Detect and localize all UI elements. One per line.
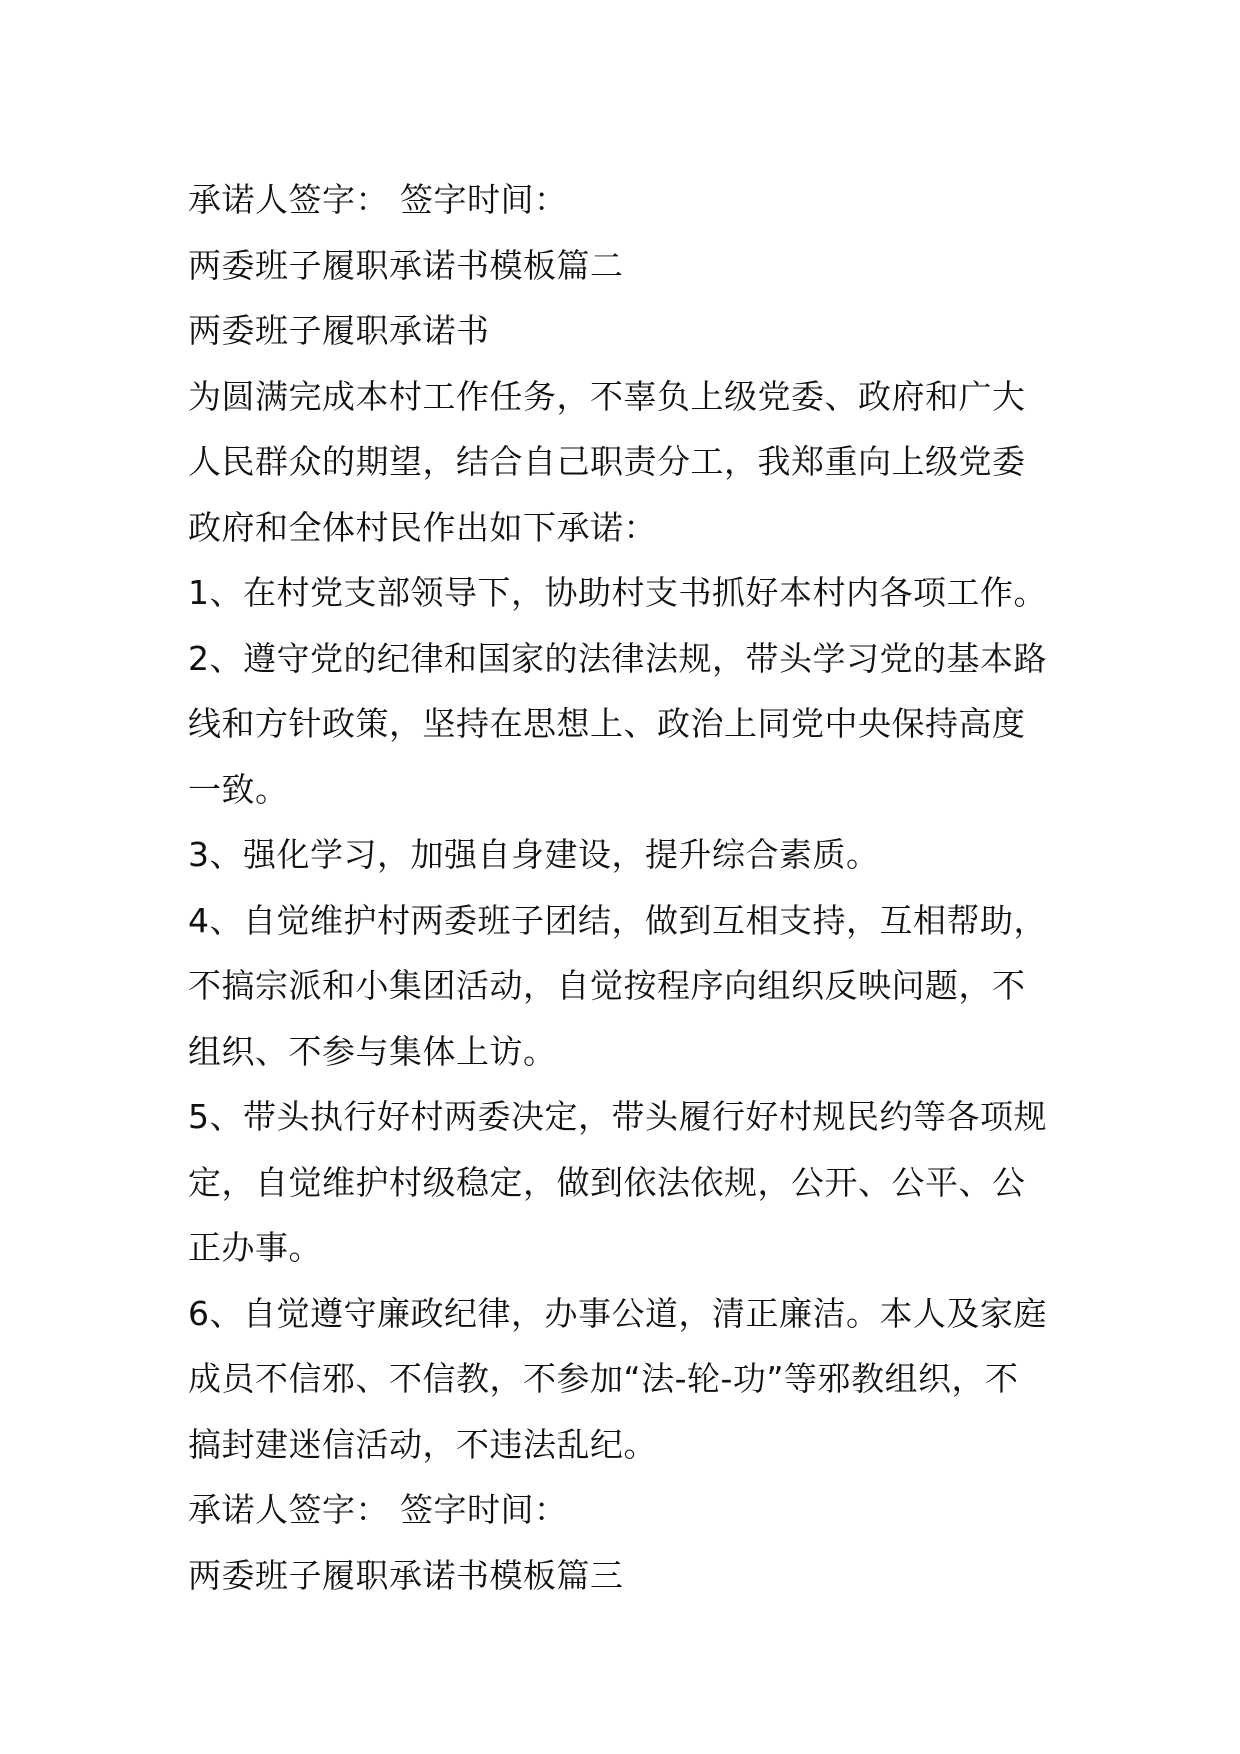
commitment-item-2: 2、遵守党的纪律和国家的法律法规，带头学习党的基本路	[188, 638, 1047, 678]
section-heading: 两委班子履职承诺书模板篇三	[188, 1555, 624, 1595]
commitment-item-5: 5、带头执行好村两委决定，带头履行好村规民约等各项规	[188, 1097, 1047, 1136]
document-title: 两委班子履职承诺书	[188, 311, 490, 350]
commitment-item-2-cont: 线和方针政策，坚持在思想上、政治上同党中央保持高度	[188, 704, 1026, 743]
intro-paragraph-line: 政府和全体村民作出如下承诺：	[188, 507, 657, 547]
commitment-item-4-cont: 不搞宗派和小集团活动，自觉按程序向组织反映问题，不	[188, 966, 1026, 1005]
commitment-item-5-cont: 定，自觉维护村级稳定，做到依法依规，公开、公平、公	[188, 1162, 1026, 1202]
signature-line: 承诺人签字： 签字时间：	[188, 180, 568, 219]
intro-paragraph-line: 人民群众的期望，结合自己职责分工，我郑重向上级党委	[188, 442, 1026, 481]
commitment-item-5-cont: 正办事。	[188, 1228, 322, 1267]
commitment-item-4: 4、自觉维护村两委班子团结，做到互相支持，互相帮助，	[188, 900, 1047, 940]
intro-paragraph-line: 为圆满完成本村工作任务，不辜负上级党委、政府和广大	[188, 376, 1026, 416]
signature-line: 承诺人签字： 签字时间：	[188, 1490, 568, 1529]
commitment-item-1: 1、在村党支部领导下，协助村支书抓好本村内各项工作。	[188, 573, 1047, 612]
document-body	[188, 167, 1068, 1608]
commitment-item-2-cont: 一致。	[188, 769, 289, 809]
commitment-item-6-cont: 搞封建迷信活动，不违法乱纪。	[188, 1424, 657, 1464]
commitment-item-6: 6、自觉遵守廉政纪律，办事公道，清正廉洁。本人及家庭	[188, 1293, 1047, 1333]
commitment-item-6-cont: 成员不信邪、不信教，不参加“法-轮-功”等邪教组织，不	[188, 1359, 1019, 1398]
commitment-item-3: 3、强化学习，加强自身建设，提升综合素质。	[188, 835, 880, 874]
commitment-item-4-cont: 组织、不参与集体上访。	[188, 1031, 557, 1071]
section-heading: 两委班子履职承诺书模板篇二	[188, 245, 624, 285]
